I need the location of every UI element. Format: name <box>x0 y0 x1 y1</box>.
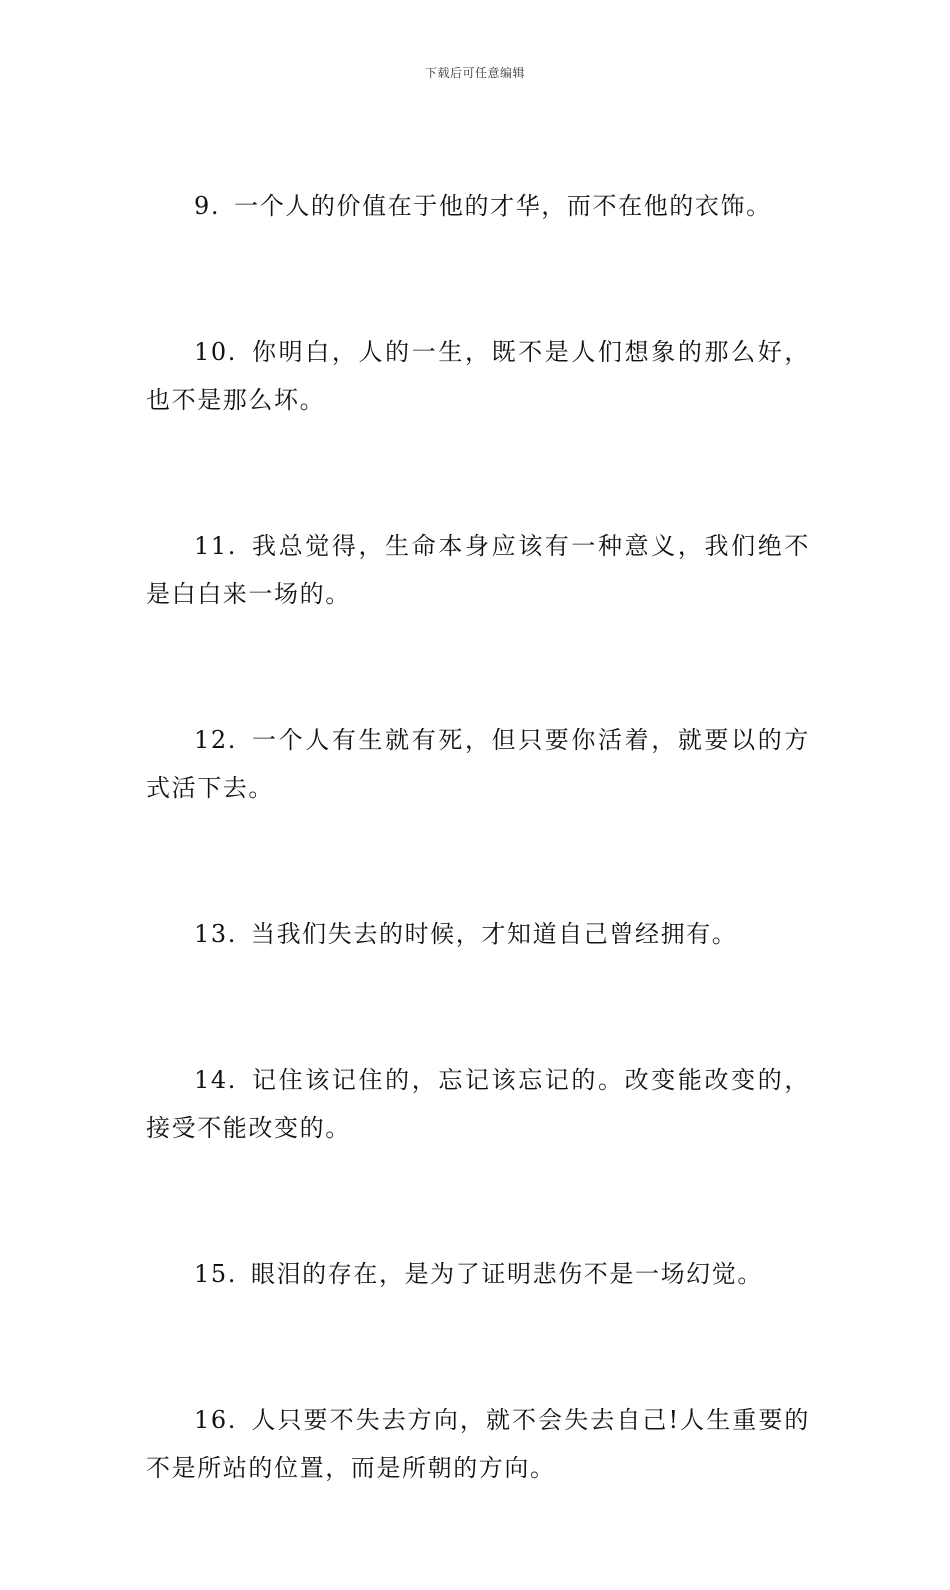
paragraph-15 <box>146 1250 810 1298</box>
document-body <box>146 182 810 1590</box>
paragraph-number: 14. <box>194 1066 237 1094</box>
page-header: 下载后可任意编辑 <box>424 66 525 80</box>
paragraph-number: 15. <box>194 1260 237 1288</box>
paragraph-16 <box>146 1396 810 1492</box>
paragraph-text: 记住该记住的，忘记该忘记的。改变能改变的，接受不能改变的。 <box>146 1066 810 1142</box>
paragraph-13 <box>146 910 810 958</box>
paragraph-10 <box>146 328 810 424</box>
paragraph-text: 当我们失去的时候，才知道自己曾经拥有。 <box>250 920 738 948</box>
paragraph-14 <box>146 1056 810 1152</box>
paragraph-text: 你明白，人的一生，既不是人们想象的那么好，也不是那么坏。 <box>146 338 810 414</box>
paragraph-text: 一个人有生就有死，但只要你活着，就要以的方式活下去。 <box>146 726 810 802</box>
paragraph-number: 13. <box>194 920 237 948</box>
paragraph-number: 11. <box>194 532 237 560</box>
paragraph-9 <box>146 182 810 230</box>
paragraph-number: 10. <box>194 338 237 366</box>
paragraph-12 <box>146 716 810 812</box>
paragraph-text: 我总觉得，生命本身应该有一种意义，我们绝不是白白来一场的。 <box>146 532 810 608</box>
paragraph-text: 人只要不失去方向，就不会失去自己!人生重要的不是所站的位置，而是所朝的方向。 <box>146 1406 810 1482</box>
paragraph-text: 一个人的价值在于他的才华，而不在他的衣饰。 <box>234 192 772 220</box>
paragraph-11 <box>146 522 810 618</box>
paragraph-text: 眼泪的存在，是为了证明悲伤不是一场幻觉。 <box>250 1260 763 1288</box>
paragraph-number: 16. <box>194 1406 237 1434</box>
paragraph-number: 12. <box>194 726 237 754</box>
paragraph-number: 9. <box>194 192 221 220</box>
